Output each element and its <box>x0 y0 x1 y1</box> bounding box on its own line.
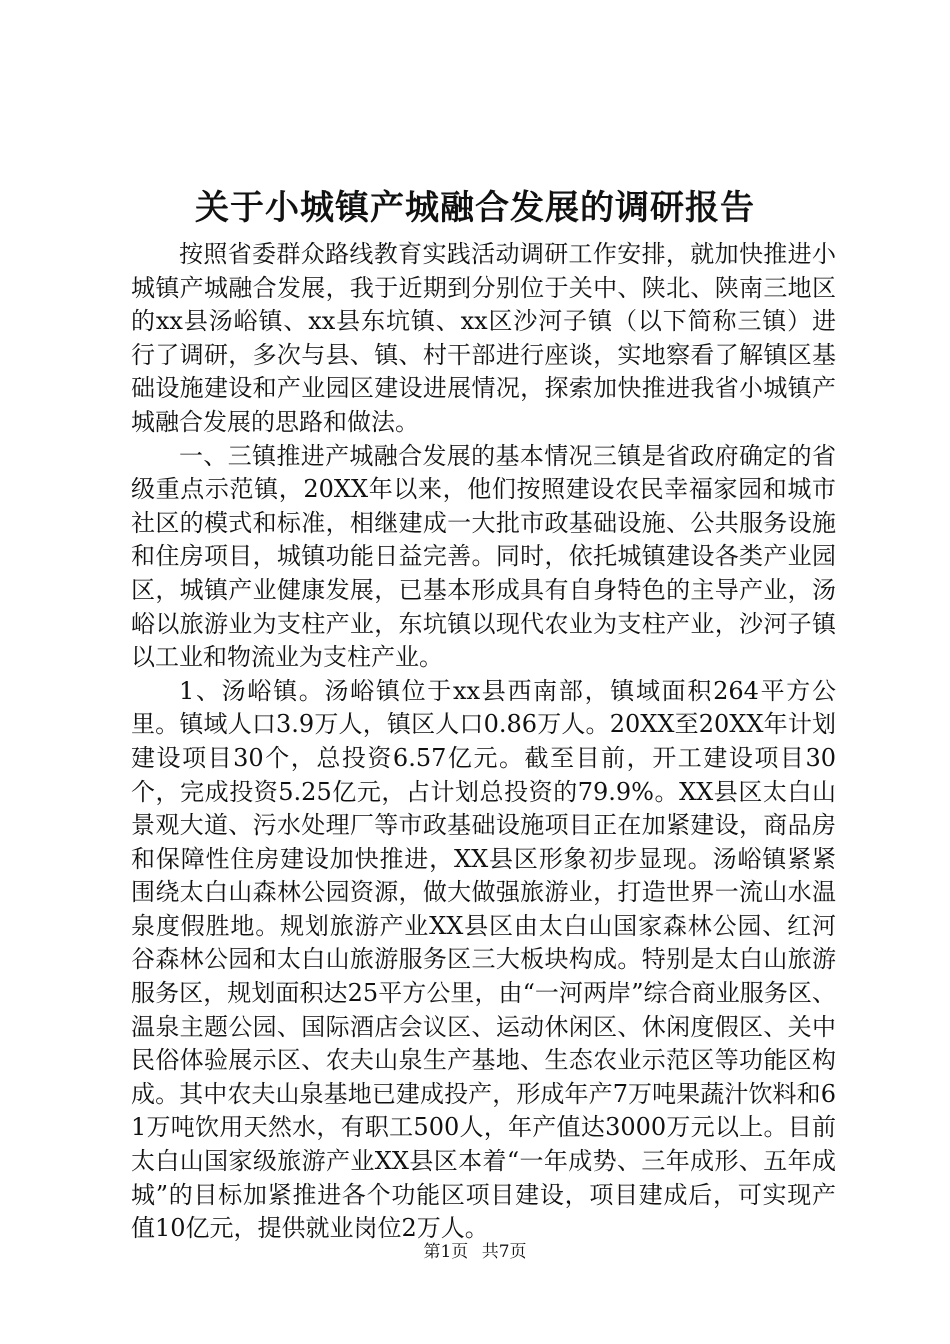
paragraph-section-one: 一、三镇推进产城融合发展的基本情况三镇是省政府确定的省级重点示范镇，20XX年以来，他们按照建设农民幸福家园和城市社区的模式和标准，相继建成一大批市政基础设施、公共服务设施和住房项目，城镇功能日益完善。同时，依托城镇建设各类产业园区，城镇产业健康发展，已基本形成具有自身特色的主导产业，汤峪以旅游业为支柱产业，东坑镇以现代农业为支柱产业，沙河子镇以工业和物流业为支柱产业。 <box>131 441 836 672</box>
page-number-total: 共7页 <box>481 1242 527 1262</box>
page-number-current: 第1页 <box>423 1242 469 1262</box>
paragraph-intro: 按照省委群众路线教育实践活动调研工作安排，就加快推进小城镇产城融合发展，我于近期到分别位于关中、陕北、陕南三地区的xx县汤峪镇、xx县东坑镇、xx区沙河子镇（以下简称三镇）进行了调研，多次与县、镇、村干部进行座谈，实地察看了解镇区基础设施建设和产业园区建设进展情况，探索加快推进我省小城镇产城融合发展的思路和做法。 <box>131 240 836 436</box>
document-title: 关于小城镇产城融合发展的调研报告 <box>195 188 755 228</box>
page-footer <box>0 1240 950 1264</box>
paragraph-tangyu-town: 1、汤峪镇。汤峪镇位于xx县西南部，镇域面积264平方公里。镇域人口3.9万人，镇区人口0.86万人。20XX至20XX年计划建设项目30个，总投资6.57亿元。截至目前，开工建设项目30个，完成投资5.25亿元，占计划总投资的79.9%。XX县区太白山景观大道、污水处理厂等市政基础设施项目正在加紧建设，商品房和保障性住房建设加快推进，XX县区形象初步显现。汤峪镇紧紧围绕太白山森林公园资源，做大做强旅游业，打造世界一流山水温泉度假胜地。规划旅游产业XX县区由太白山国家森林公园、红河谷森林公园和太白山旅游服务区三大板块构成。特别是太白山旅游服务区，规划面积达25平方公里，由“一河两岸”综合商业服务区、温泉主题公园、国际酒店会议区、运动休闲区、休闲度假区、关中民俗体验展示区、农夫山泉生产基地、生态农业示范区等功能区构成。其中农夫山泉基地已建成投产，形成年产7万吨果蔬汁饮料和61万吨饮用天然水，有职工500人，年产值达3000万元以上。目前太白山国家级旅游产业XX县区本着“一年成势、三年成形、五年成城”的目标加紧推进各个功能区项目建设，项目建成后，可实现产值10亿元，提供就业岗位2万人。 <box>131 676 836 1243</box>
document-body <box>131 238 836 1246</box>
